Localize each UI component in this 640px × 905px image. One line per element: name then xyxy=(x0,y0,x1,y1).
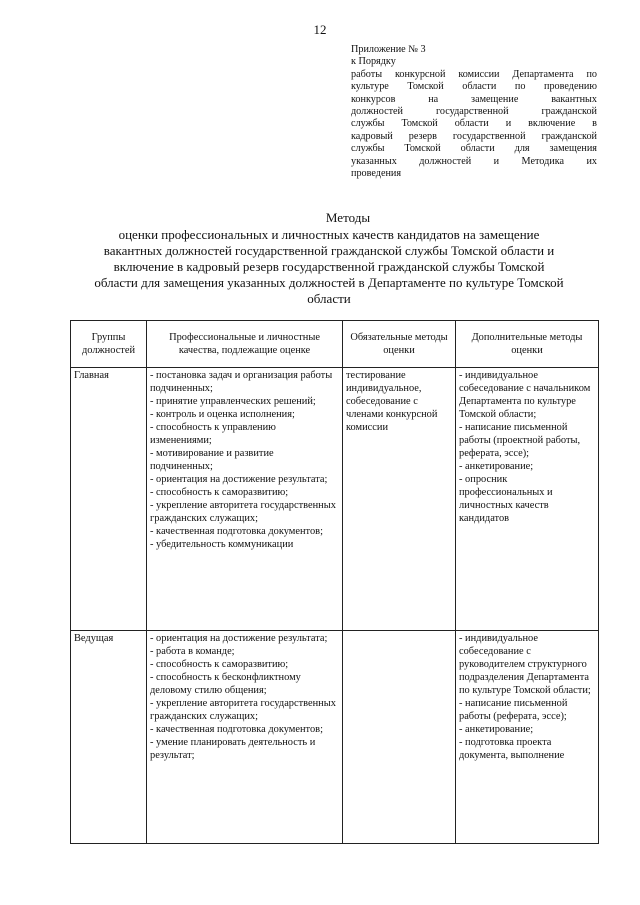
quality-item: - способность к управлению изменениями; xyxy=(150,422,276,446)
qualities-cell xyxy=(147,631,343,844)
annex-line: должностей государственной гражданской xyxy=(351,106,597,118)
quality-item: - способность к бесконфликтному деловому стилю общения; xyxy=(150,672,301,696)
quality-item: - качественная подготовка документов; xyxy=(150,724,323,735)
additional-methods-cell xyxy=(456,368,599,631)
header-qualities: Профессиональные и личностные качества, подлежащие оценке xyxy=(147,321,343,368)
quality-item: - работа в команде; xyxy=(150,646,235,657)
document-subtitle xyxy=(68,227,590,307)
group-cell: Главная xyxy=(71,368,147,631)
quality-item: - мотивирование и развитие подчиненных; xyxy=(150,448,274,472)
subtitle-line: области xyxy=(307,291,351,306)
table-row xyxy=(71,631,599,844)
quality-item: - способность к саморазвитию; xyxy=(150,659,289,670)
additional-item: - написание письменной работы (проектной работы, реферата, эссе); xyxy=(459,422,581,459)
additional-methods-cell xyxy=(456,631,599,844)
subtitle-line: вакантных должностей государственной гражданской службы Томской области и xyxy=(103,243,555,258)
subtitle-line: включение в кадровый резерв государственной гражданской службы Томской xyxy=(113,259,545,274)
annex-line: службы Томской области и включение в xyxy=(351,118,597,130)
annex-line: работы конкурсной комиссии Департамента по xyxy=(351,68,597,80)
page-number: 12 xyxy=(313,22,327,37)
additional-item: - написание письменной работы (реферата, эссе); xyxy=(459,698,568,722)
group-cell: Ведущая xyxy=(71,631,147,844)
quality-item: - постановка задач и организация работы подчиненных; xyxy=(150,370,333,394)
quality-item: - убедительность коммуникации xyxy=(150,539,294,550)
header-additional: Дополнительные методы оценки xyxy=(456,321,599,368)
annex-line: кадровый резерв государственной гражданской xyxy=(351,130,597,142)
additional-item: - анкетирование; xyxy=(459,724,534,735)
mandatory-methods-cell xyxy=(343,631,456,844)
table-row xyxy=(71,368,599,631)
annex-ref: к Порядку xyxy=(351,56,396,68)
annex-line: указанных должностей и Методика их xyxy=(351,155,597,167)
subtitle-line: оценки профессиональных и личностных качеств кандидатов на замещение xyxy=(118,227,540,242)
annex-last-line: проведения xyxy=(351,168,402,180)
quality-item: - умение планировать деятельность и результат; xyxy=(150,737,316,761)
quality-item: - укрепление авторитета государственных гражданских служащих; xyxy=(150,698,336,722)
annex-line: конкурсов на замещение вакантных xyxy=(351,93,597,105)
table-header-row xyxy=(71,321,599,368)
annex-title: Приложение № 3 xyxy=(351,44,426,55)
header-group: Группы должностей xyxy=(71,321,147,368)
quality-item: - качественная подготовка документов; xyxy=(150,526,323,537)
additional-item: - опросник профессиональных и личностных качеств кандидатов xyxy=(459,474,553,524)
quality-item: - укрепление авторитета государственных гражданских служащих; xyxy=(150,500,336,524)
additional-item: - индивидуальное собеседование с начальником Департамента по культуре Томской области; xyxy=(459,370,591,420)
annex-line: службы Томской области для замещения xyxy=(351,143,597,155)
quality-item: - ориентация на достижение результата; xyxy=(150,474,328,485)
additional-item: - анкетирование; xyxy=(459,461,534,472)
qualities-cell xyxy=(147,368,343,631)
quality-item: - контроль и оценка исполнения; xyxy=(150,409,295,420)
header-mandatory: Обязательные методы оценки xyxy=(343,321,456,368)
quality-item: - ориентация на достижение результата; xyxy=(150,633,328,644)
annex-header xyxy=(351,44,597,180)
methods-title: Методы xyxy=(325,210,371,225)
additional-item: - индивидуальное собеседование с руководителем структурного подразделения Департамента по культуре Томской области; xyxy=(459,633,591,696)
subtitle-line: области для замещения указанных должностей в Департаменте по культуре Томской xyxy=(94,275,564,290)
quality-item: - способность к саморазвитию; xyxy=(150,487,289,498)
annex-line: культуре Томской области по проведению xyxy=(351,81,597,93)
additional-item: - подготовка проекта документа, выполнение xyxy=(459,737,565,761)
quality-item: - принятие управленческих решений; xyxy=(150,396,316,407)
mandatory-methods-cell: тестирование индивидуальное, собеседование с членами конкурсной комиссии xyxy=(343,368,456,631)
methods-table xyxy=(70,320,599,844)
